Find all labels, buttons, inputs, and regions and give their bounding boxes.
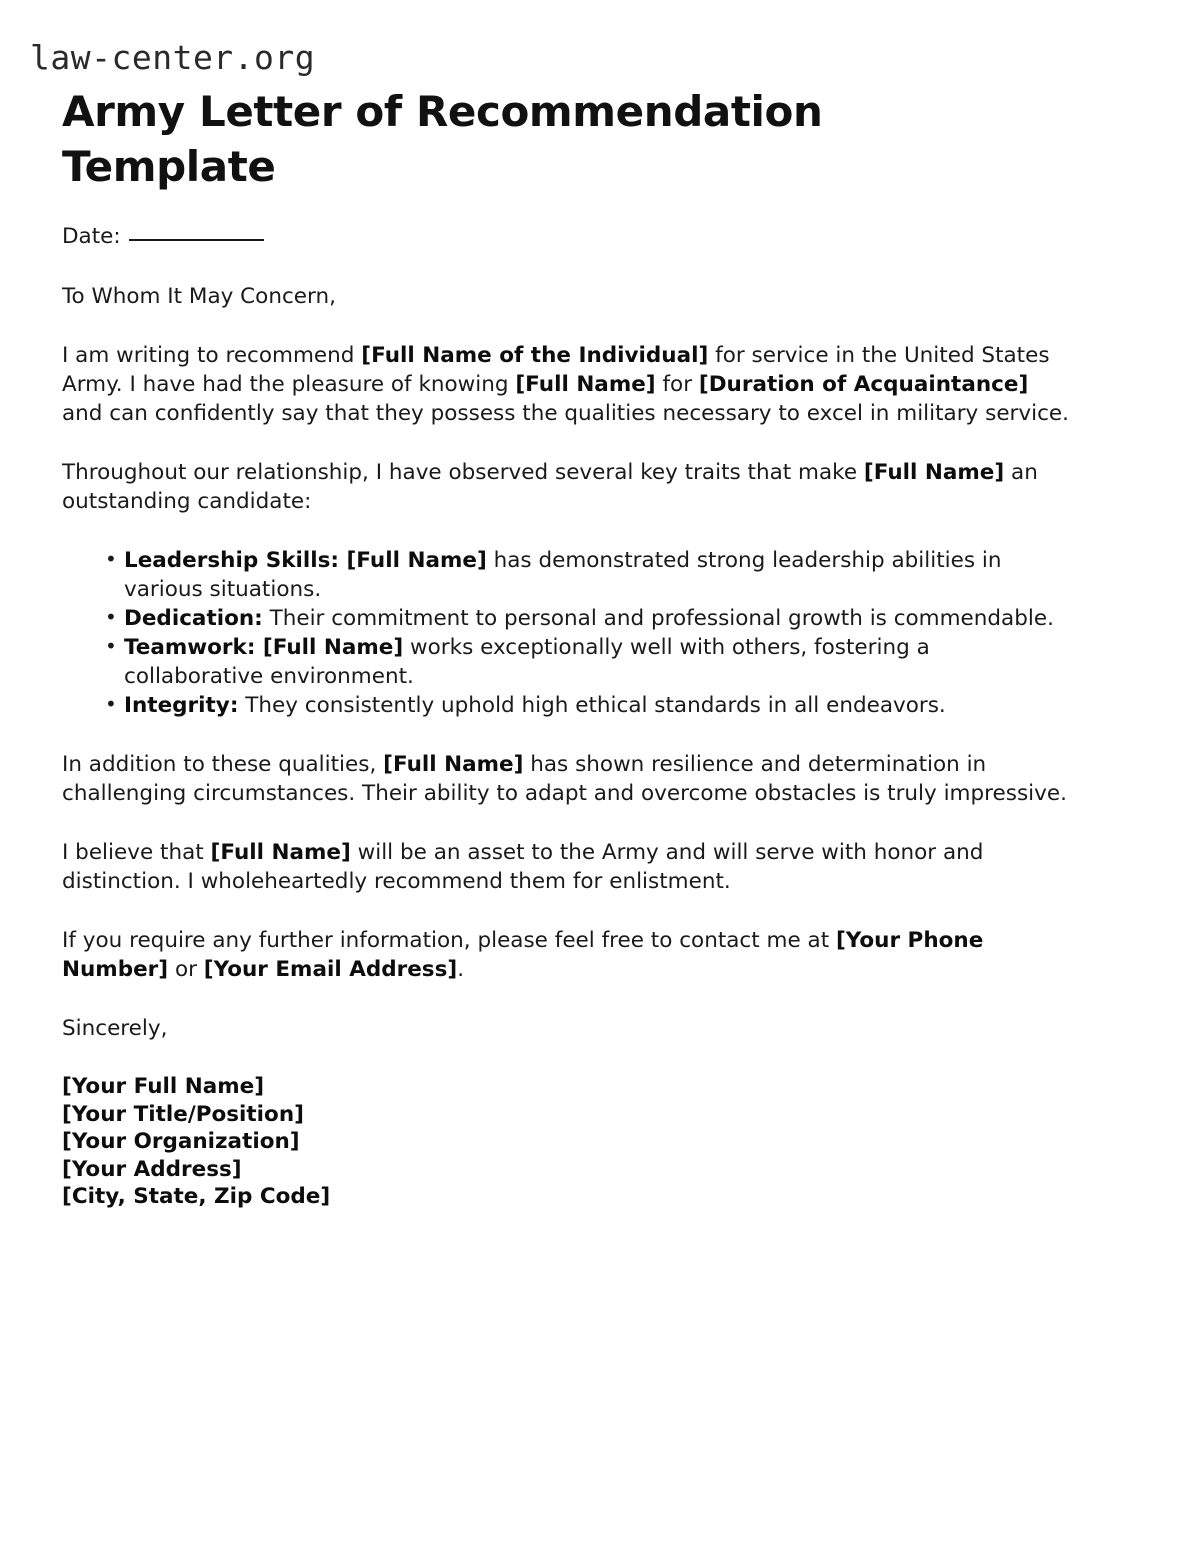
list-item — [105, 633, 1068, 691]
paragraph-endorsement — [62, 838, 1074, 896]
placeholder-full-name: [Full Name] — [383, 752, 524, 777]
placeholder-full-name: [Full Name] — [210, 840, 351, 865]
intro-text-3: for — [655, 372, 699, 397]
signature-organization: [Your Organization] — [62, 1129, 300, 1154]
letter-body — [62, 222, 1074, 1211]
signature-full-name: [Your Full Name] — [62, 1074, 265, 1099]
placeholder-full-name: [Full Name] — [515, 372, 656, 397]
date-line — [62, 222, 1074, 251]
placeholder-full-name: [Full Name] — [863, 460, 1005, 485]
intro-text-4: and can confidently say that they possess the qualities necessary to excel in military service. — [62, 401, 1069, 426]
signature-city-state-zip: [City, State, Zip Code] — [62, 1184, 331, 1209]
traits-lead-text-2: an outstanding candidate: — [62, 460, 1038, 514]
trait-text: They consistently uphold high ethical standards in all endeavors. — [238, 693, 946, 718]
contact-text-1: If you require any further information, please feel free to contact me at — [62, 928, 836, 953]
trait-label: Teamwork: [Full Name] — [124, 635, 404, 660]
contact-text-3: . — [457, 957, 465, 982]
placeholder-full-name-individual: [Full Name of the Individual] — [361, 343, 709, 368]
trait-text: works exceptionally well with others, fostering a collaborative environment. — [124, 635, 930, 689]
endorsement-text-1: I believe that — [62, 840, 211, 865]
paragraph-resilience — [62, 750, 1074, 808]
date-label: Date: — [62, 224, 121, 249]
signature-block — [62, 1073, 1074, 1211]
resilience-text-1: In addition to these qualities, — [62, 752, 384, 777]
list-item — [105, 546, 1068, 604]
salutation: To Whom It May Concern, — [62, 284, 336, 309]
trait-label: Leadership Skills: [Full Name] — [124, 548, 487, 573]
signature-title-position: [Your Title/Position] — [62, 1101, 304, 1127]
list-item — [105, 691, 1068, 720]
paragraph-intro — [62, 341, 1074, 428]
endorsement-text-2: will be an asset to the Army and will serve with honor and distinction. I wholeheartedly recommend them for enlistment. — [62, 840, 984, 894]
traits-lead-text-1: Throughout our relationship, I have observed several key traits that make — [62, 460, 864, 485]
intro-text-2: for service in the United States Army. I have had the pleasure of knowing — [62, 343, 1050, 397]
closing-line: Sincerely, — [62, 1016, 168, 1041]
intro-text-1: I am writing to recommend — [62, 343, 362, 368]
trait-label: Dedication: — [124, 606, 263, 631]
traits-list — [62, 546, 1074, 720]
paragraph-traits-lead — [62, 458, 1074, 516]
resilience-text-2: has shown resilience and determination in challenging circumstances. Their ability to adapt and overcome obstacles is truly impressive. — [62, 752, 1067, 806]
trait-text: Their commitment to personal and professional growth is commendable. — [262, 606, 1054, 631]
site-watermark: law-center.org — [30, 38, 316, 77]
list-item — [105, 604, 1068, 633]
page-title: Army Letter of Recommendation Template — [62, 87, 823, 191]
signature-address: [Your Address] — [62, 1156, 242, 1182]
placeholder-duration-acquaintance: [Duration of Acquaintance] — [698, 372, 1029, 397]
contact-text-2: or — [168, 957, 204, 982]
paragraph-contact — [62, 926, 1074, 984]
date-blank-field[interactable] — [129, 239, 264, 241]
placeholder-your-phone-number: [Your Phone Number] — [62, 928, 984, 982]
trait-text: has demonstrated strong leadership abilities in various situations. — [124, 548, 1002, 602]
trait-label: Integrity: — [124, 693, 239, 718]
placeholder-your-email-address: [Your Email Address] — [203, 957, 458, 982]
